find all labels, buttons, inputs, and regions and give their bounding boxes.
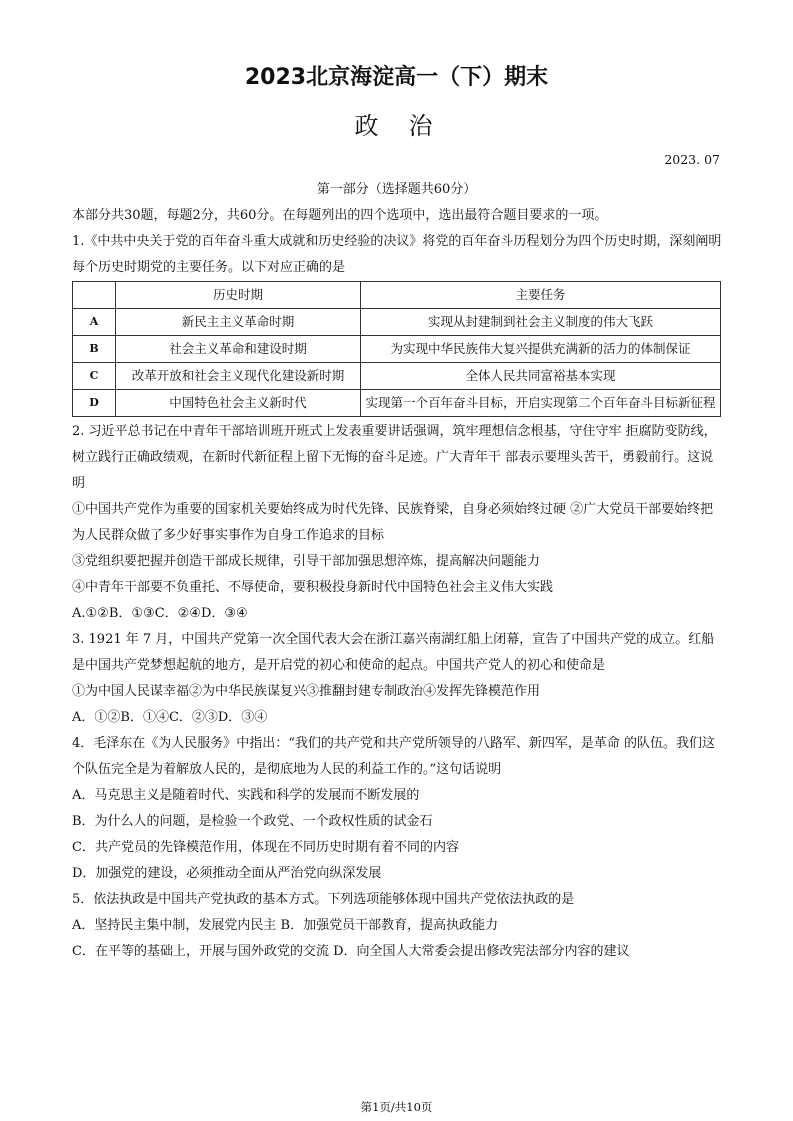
question-2-stem: 2. 习近平总书记在中青年干部培训班开班式上发表重要讲话强调，筑牢理想信念根基，守住守牢 拒腐防变防线，树立践行正确政绩观，在新时代新征程上留下无悔的奋斗足迹。广大青年干 部表示要埋头苦干，勇毅前行。这说明 xyxy=(72,424,717,491)
option-label: D xyxy=(73,390,116,417)
table-header-row xyxy=(73,282,721,309)
part-heading xyxy=(0,178,793,197)
option-label: B xyxy=(73,336,116,363)
part-heading-text: 第一部分（选择题共60分） xyxy=(316,182,477,197)
task-cell: 实现第一个百年奋斗目标，开启实现第二个百年奋斗目标新征程 xyxy=(361,390,721,417)
question-5-stem: 5．依法执政是中国共产党执政的基本方式。下列选项能够体现中国共产党依法执政的是 xyxy=(72,892,575,907)
table-row xyxy=(73,309,721,336)
part-instructions: 本部分共30题，每题2分，共60分。在每题列出的四个选项中，选出最符合题目要求的一项。 xyxy=(72,208,608,223)
period-cell: 中国特色社会主义新时代 xyxy=(116,390,361,417)
question-4-option-b: B．为什么人的问题，是检验一个政党、一个政权性质的试金石 xyxy=(72,814,433,829)
question-4-option-a: A．马克思主义是随着时代、实践和科学的发展而不断发展的 xyxy=(72,788,420,803)
task-cell: 实现从封建制到社会主义制度的伟大飞跃 xyxy=(361,309,721,336)
subject-title: 政治 xyxy=(354,112,463,140)
question-3-statements: ①为中国人民谋幸福②为中华民族谋复兴③推翻封建专制政治④发挥先锋模范作用 xyxy=(72,684,541,699)
question-2-statement-4: ④中青年干部要不负重托、不辱使命，要积极投身新时代中国特色社会主义伟大实践 xyxy=(72,580,554,595)
question-4-stem: 4．毛泽东在《为人民服务》中指出：“我们的共产党和共产党所领导的八路军、新四军，是革命 的队伍。我们这个队伍完全是为着解放人民的，是彻底地为人民的利益工作的。”这句话说明 xyxy=(72,736,716,777)
question-3-stem: 3. 1921 年 7 月，中国共产党第一次全国代表大会在浙江嘉兴南湖红船上闭幕，宣告了中国共产党的成立。红船是中国共产党梦想起航的地方，是开启党的初心和使命的起点。中国共产党人的初心和使命是 xyxy=(72,632,715,673)
task-cell: 为实现中华民族伟大复兴提供充满新的活力的体制保证 xyxy=(361,336,721,363)
task-cell: 全体人民共同富裕基本实现 xyxy=(361,363,721,390)
page-footer: 第1页/共10页 xyxy=(360,1100,433,1114)
question-2-statement-3: ③党组织要把握并创造干部成长规律，引导干部加强思想淬炼，提高解决问题能力 xyxy=(72,554,541,569)
option-label: A xyxy=(73,309,116,336)
table-header-cell: 主要任务 xyxy=(361,282,721,309)
question-4-option-c: C．共产党员的先锋模范作用，体现在不同历史时期有着不同的内容 xyxy=(72,840,459,855)
table-row xyxy=(73,363,721,390)
question-5-options-ab: A．坚持民主集中制，发展党内民主 B．加强党员干部教育，提高执政能力 xyxy=(72,918,499,933)
table-header-cell: 历史时期 xyxy=(116,282,361,309)
question-3-options: A．①②B．①④C．②③D．③④ xyxy=(72,710,268,725)
table-row xyxy=(73,390,721,417)
period-cell: 改革开放和社会主义现代化建设新时期 xyxy=(116,363,361,390)
question-4-option-d: D．加强党的建设，必须推动全面从严治党向纵深发展 xyxy=(72,866,382,881)
question-2-options: A.①②B．①③C．②④D．③④ xyxy=(72,606,248,621)
exam-date: 2023. 07 xyxy=(664,152,720,167)
history-periods-table xyxy=(72,281,721,417)
table-row xyxy=(73,336,721,363)
period-cell: 社会主义革命和建设时期 xyxy=(116,336,361,363)
question-content xyxy=(72,203,722,965)
question-2-statement-1-2: ①中国共产党作为重要的国家机关要始终成为时代先锋、民族脊梁，自身必须始终过硬 ②广大党员干部要始终把为人民群众做了多少好事实事作为自身工作追求的目标 xyxy=(72,502,714,543)
option-label: C xyxy=(73,363,116,390)
question-5-options-cd: C．在平等的基础上，开展与国外政党的交流 D．向全国人大常委会提出修改宪法部分内容的建议 xyxy=(72,944,630,959)
table-header-cell xyxy=(73,282,116,309)
question-1-stem: 1.《中共中央关于党的百年奋斗重大成就和历史经验的决议》将党的百年奋斗历程划分为四个历史时期，深刻阐明每个历史时期党的主要任务。以下对应正确的是 xyxy=(72,234,722,275)
period-cell: 新民主主义革命时期 xyxy=(116,309,361,336)
exam-title: 2023北京海淀高一（下）期末 xyxy=(244,65,549,90)
